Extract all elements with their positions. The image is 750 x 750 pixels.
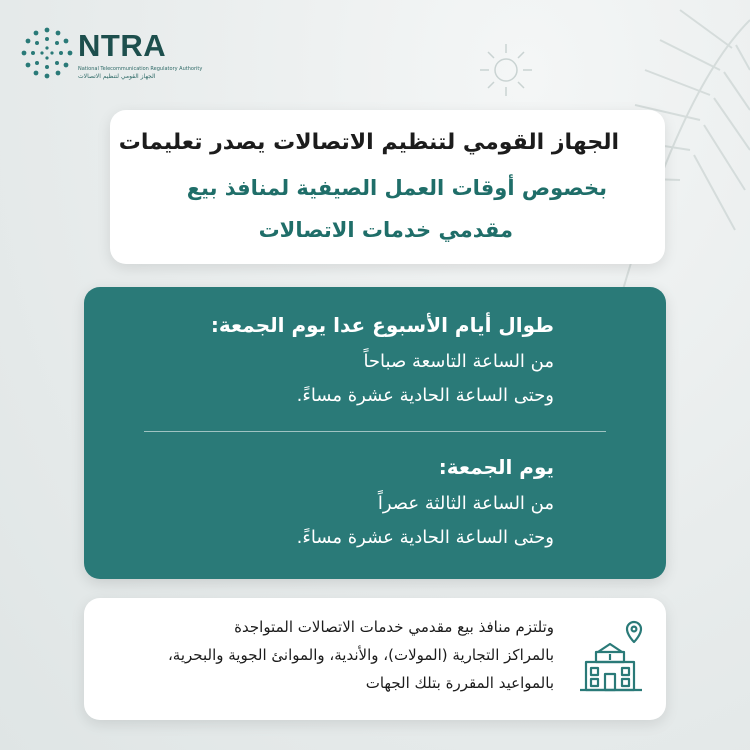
friday-from: من الساعة الثالثة عصراً: [377, 493, 554, 514]
sun-icon: [476, 40, 536, 100]
headline-line-2: بخصوص أوقات العمل الصيفية لمنافذ بيع: [186, 176, 607, 200]
headline-line-3: مقدمي خدمات الاتصالات: [258, 218, 513, 242]
logo-subtitle-en: National Telecommunication Regulatory Authority: [78, 66, 203, 72]
note-line-3: بالمواعيد المقررة بتلك الجهات: [365, 674, 554, 692]
friday-to: وحتى الساعة الحادية عشرة مساءً.: [296, 527, 554, 548]
friday-heading: يوم الجمعة:: [438, 455, 554, 479]
schedule-card: [84, 287, 666, 579]
logo-mark-icon: [20, 26, 74, 80]
logo-wordmark: NTRA: [78, 28, 167, 63]
note-card: [84, 598, 666, 720]
building-location-icon: [576, 618, 648, 698]
weekdays-to: وحتى الساعة الحادية عشرة مساءً.: [296, 385, 554, 406]
headline-line-1: الجهاز القومي لتنظيم الاتصالات يصدر تعليمات: [118, 130, 619, 155]
weekdays-heading: طوال أيام الأسبوع عدا يوم الجمعة:: [210, 313, 554, 337]
headline-card: [110, 110, 665, 264]
schedule-divider: [144, 431, 606, 432]
note-line-2: بالمراكز التجارية (المولات)، والأندية، والموانئ الجوية والبحرية،: [167, 646, 554, 664]
note-line-1: وتلتزم منافذ بيع مقدمي خدمات الاتصالات المتواجدة: [234, 618, 554, 636]
ntra-logo: [20, 22, 203, 86]
weekdays-from: من الساعة التاسعة صباحاً: [363, 351, 554, 372]
logo-subtitle-ar: الجهاز القومي لتنظيم الاتصالات: [78, 73, 156, 80]
